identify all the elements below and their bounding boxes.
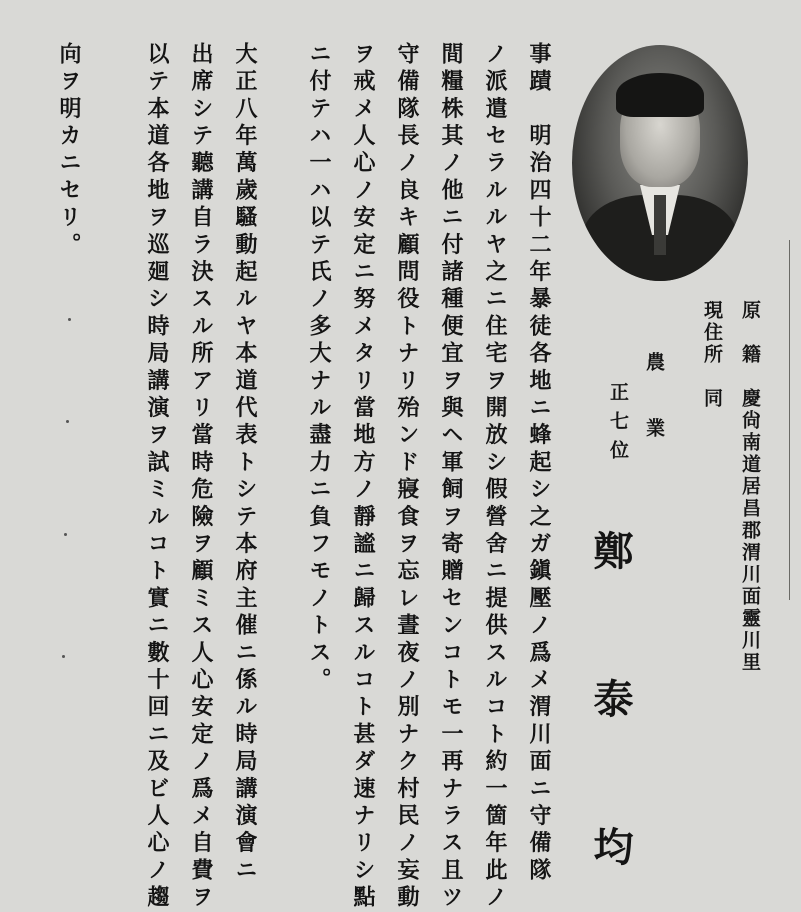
portrait-photo xyxy=(572,45,748,281)
body-line-9: 以テ本道各地ヲ巡廻シ時局講演ヲ試ミルコト實ニ數十回ニ及ビ人心ノ趨 xyxy=(144,42,170,912)
body-line-8: 出席シテ聽講自ラ決スル所アリ當時危險ヲ顧ミス人心安定ノ爲メ自費ヲ xyxy=(188,42,214,912)
body-line-7: 大正八年萬歲騷動起ルヤ本道代表トシテ本府主催ニ係ル時局講演會ニ xyxy=(232,42,258,886)
scan-speck xyxy=(66,420,69,423)
portrait-hair xyxy=(616,73,704,117)
margin-rule xyxy=(789,240,790,600)
person-name: 鄭 泰 均 xyxy=(587,530,634,900)
residence-line: 現住所 同 xyxy=(701,300,723,410)
scan-speck xyxy=(64,533,67,536)
portrait-tie xyxy=(654,195,666,255)
scan-speck xyxy=(68,318,71,321)
body-line-3: 間糧株其ノ他ニ付諸種便宜ヲ與ヘ軍飼ヲ寄贈センコトモ一再ナラス且ツ xyxy=(438,42,464,912)
body-line-2: ノ派遣セラルルヤ之ニ住宅ヲ開放シ假營舍ニ提供スルコト約一箇年此ノ xyxy=(482,42,508,912)
body-line-10: 向ヲ明カニセリ。 xyxy=(56,42,82,260)
body-line-6: ニ付テハ一ハ以テ氏ノ多大ナル盡力ニ負フモノトス。 xyxy=(306,42,332,695)
occupation-line: 農 業 xyxy=(643,352,665,451)
origin-line: 原 籍 慶尙南道居昌郡渭川面靈川里 xyxy=(739,300,761,674)
body-line-5: ヲ戒メ人心ノ安定ニ努メタリ當地方ノ靜謐ニ歸スルコト甚ダ速ナリシ點 xyxy=(350,42,376,912)
body-line-1: 事蹟 明治四十二年暴徒各地ニ蜂起シ之ガ鎭壓ノ爲メ渭川面ニ守備隊 xyxy=(526,42,552,886)
scan-speck xyxy=(62,655,65,658)
body-line-4: 守備隊長ノ良キ顧問役トナリ殆ンド寢食ヲ忘レ晝夜ノ別ナク村民ノ妄動 xyxy=(394,42,420,912)
rank-line: 正七位 xyxy=(607,382,629,469)
